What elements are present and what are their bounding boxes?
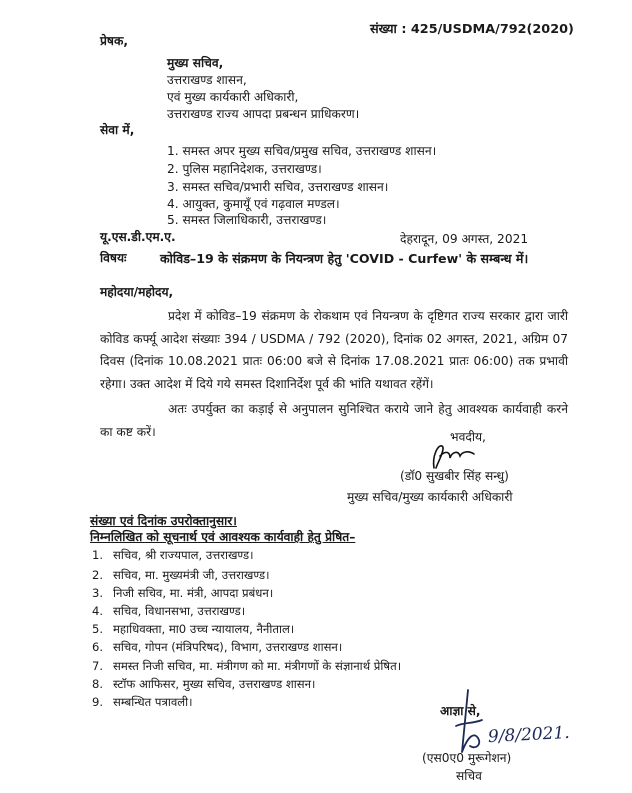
copy-item-3: निजी सचिव, मा. मंत्री, आपदा प्रबंधन। bbox=[113, 586, 274, 600]
order-signature-scribble bbox=[448, 686, 488, 756]
signatory-name: (डॉ0 सुखबीर सिंह सन्धु) bbox=[400, 469, 509, 483]
closing: भवदीय, bbox=[450, 430, 486, 444]
signatory-designation: मुख्य सचिव/मुख्य कार्यकारी अधिकारी bbox=[347, 490, 513, 504]
copy-instruction: निम्नलिखित को सूचनार्थ एवं आवश्यक कार्यवाही हेतु प्रेषित– bbox=[90, 530, 356, 544]
order-label: आज्ञा से, bbox=[440, 704, 481, 718]
place-date: देहरादून, 09 अगस्त, 2021 bbox=[400, 232, 529, 246]
copy-item-2: सचिव, मा. मुख्यमंत्री जी, उत्तराखण्ड। bbox=[113, 568, 270, 582]
body-paragraph-1: प्रदेश में कोविड–19 संक्रमण के रोकथाम एवं नियन्त्रण के दृष्टिगत राज्य सरकार द्वारा जारी कोविड कर्फ्यू आदेश संख्याः 394 / USDMA / 792 (2020), दिनांक 02 अगस्त, 2021, अग्रिम 07 दिवस (दिनांक 10.08.2021 प्रातः 06:00 बजे से दिनांक 17.08.2021 प्रातः 06:00) तक प्रभावी रहेगा। उक्त आदेश में दिये गये समस्त दिशानिर्देश पूर्व की भांति यथावत रहेंगें। bbox=[100, 309, 568, 391]
copy-item-num-8: 8. bbox=[92, 677, 104, 691]
copy-item-num-9: 9. bbox=[92, 695, 104, 709]
copy-item-num-3: 3. bbox=[92, 586, 104, 600]
copy-item-num-7: 7. bbox=[92, 659, 104, 673]
reference-number: संख्या : 425/USDMA/792(2020) bbox=[370, 22, 574, 37]
sender-label: प्रेषक, bbox=[100, 34, 128, 48]
sender-line-1: उत्तराखण्ड शासन, bbox=[167, 73, 247, 87]
copy-item-num-5: 5. bbox=[92, 622, 104, 636]
copy-item-1: सचिव, श्री राज्यपाल, उत्तराखण्ड। bbox=[113, 548, 254, 562]
recipient-1: 1. समस्त अपर मुख्य सचिव/प्रमुख सचिव, उत्तराखण्ड शासन। bbox=[167, 144, 437, 158]
copy-item-7: समस्त निजी सचिव, मा. मंत्रीगण को मा. मंत्रीगणों के संज्ञानार्थ प्रेषित। bbox=[113, 659, 402, 673]
order-signatory-designation: सचिव bbox=[456, 769, 482, 783]
copy-item-num-6: 6. bbox=[92, 640, 104, 654]
subject-label: विषयः bbox=[100, 251, 127, 265]
recipients-label: सेवा में, bbox=[100, 123, 135, 137]
copy-item-num-1: 1. bbox=[92, 548, 104, 562]
copy-item-6: सचिव, गोपन (मंत्रिपरिषद), विभाग, उत्तराखण्ड शासन। bbox=[113, 640, 343, 654]
handwritten-date: 9/8/2021. bbox=[487, 722, 571, 748]
copy-item-num-4: 4. bbox=[92, 604, 104, 618]
copy-reference: संख्या एवं दिनांक उपरोक्तानुसार। bbox=[90, 514, 237, 528]
recipient-3: 3. समस्त सचिव/प्रभारी सचिव, उत्तराखण्ड शासन। bbox=[167, 180, 389, 194]
copy-item-5: महाधिवक्ता, मा0 उच्च न्यायालय, नैनीताल। bbox=[113, 622, 295, 636]
salutation: महोदया/महोदय, bbox=[100, 285, 174, 299]
order-signatory-name: (एस0ए0 मुरूगेशन) bbox=[422, 751, 512, 765]
copy-item-8: स्टॉफ आफिसर, मुख्य सचिव, उत्तराखण्ड शासन। bbox=[113, 677, 316, 691]
subject-text: कोविड–19 के संक्रमण के नियन्त्रण हेतु 'COVID - Curfew' के सम्बन्ध में। bbox=[160, 251, 529, 266]
recipient-2: 2. पुलिस महानिदेशक, उत्तराखण्ड। bbox=[167, 162, 322, 176]
body-paragraph-2: अतः उपर्युक्त का कड़ाई से अनुपालन सुनिश्चित कराये जाने हेतु आवश्यक कार्यवाही करने का कष्ट करें। bbox=[100, 402, 568, 439]
signature-scribble bbox=[428, 438, 478, 472]
sender-line-2: एवं मुख्य कार्यकारी अधिकारी, bbox=[167, 90, 299, 104]
sender-line-3: उत्तराखण्ड राज्य आपदा प्रबन्धन प्राधिकरण। bbox=[167, 107, 360, 121]
copy-item-4: सचिव, विधानसभा, उत्तराखण्ड। bbox=[113, 604, 246, 618]
copy-item-num-2: 2. bbox=[92, 568, 104, 582]
office-code: यू.एस.डी.एम.ए. bbox=[100, 230, 176, 244]
sender-name: मुख्य सचिव, bbox=[167, 56, 224, 70]
copy-item-9: सम्बन्धित पत्रावली। bbox=[113, 695, 193, 709]
recipient-4: 4. आयुक्त, कुमायूँ एवं गढ़वाल मण्डल। bbox=[167, 197, 340, 211]
recipient-5: 5. समस्त जिलाधिकारी, उत्तराखण्ड। bbox=[167, 213, 327, 227]
